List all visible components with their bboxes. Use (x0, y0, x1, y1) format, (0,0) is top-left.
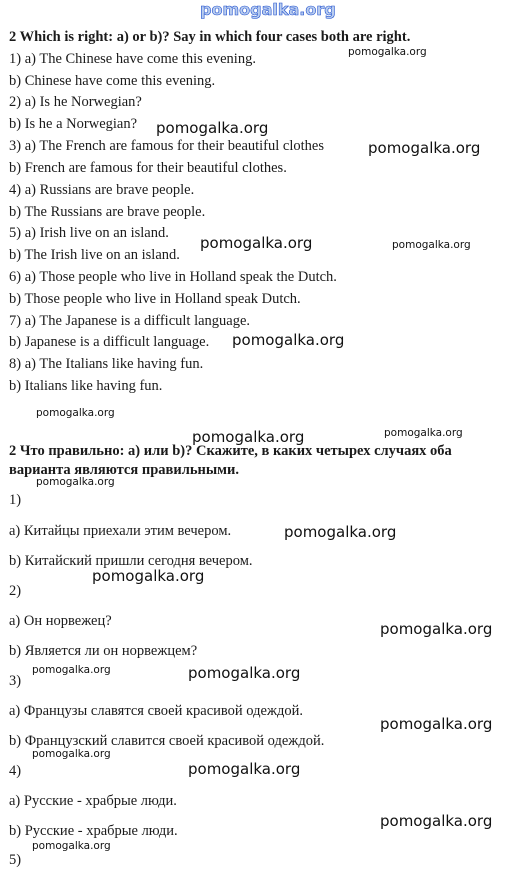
watermark-text: pomogalka.org (232, 331, 345, 349)
russian-line: b) Французский славится своей красивой одеждой. (9, 733, 325, 749)
english-line: 6) a) Those people who live in Holland speak the Dutch. (9, 269, 337, 285)
russian-line: а) Он норвежец? (9, 613, 112, 629)
russian-line: а) Французы славятся своей красивой одеждой. (9, 703, 303, 719)
english-line: b) Is he a Norwegian? (9, 116, 138, 132)
english-line: 7) a) The Japanese is a difficult language. (9, 313, 251, 329)
watermark-text: pomogalka.org (192, 428, 305, 446)
watermark-text: pomogalka.org (384, 427, 463, 439)
russian-line: 1) (9, 492, 22, 508)
watermark-text: pomogalka.org (380, 812, 493, 830)
english-line: b) The Russians are brave people. (9, 204, 206, 220)
watermark-text: pomogalka.org (156, 119, 269, 137)
russian-line: а) Китайцы приехали этим вечером. (9, 523, 232, 539)
watermark-text: pomogalka.org (32, 840, 111, 852)
russian-line: 3) (9, 673, 22, 689)
watermark-text: pomogalka.org (36, 476, 115, 488)
russian-line: b) Является ли он норвежцем? (9, 643, 198, 659)
english-line: b) Chinese have come this evening. (9, 73, 216, 89)
watermark-text: pomogalka.org (348, 46, 427, 58)
russian-line: b) Русские - храбрые люди. (9, 823, 178, 839)
russian-line: b) Китайский пришли сегодня вечером. (9, 553, 253, 569)
watermark-text: pomogalka.org (200, 234, 313, 252)
watermark-text: pomogalka.org (36, 407, 115, 419)
watermark-text: pomogalka.org (380, 715, 493, 733)
english-line: b) The Irish live on an island. (9, 247, 180, 263)
russian-line: а) Русские - храбрые люди. (9, 793, 177, 809)
russian-line: 2) (9, 583, 22, 599)
english-line: 5) a) Irish live on an island. (9, 225, 169, 241)
english-line: b) Those people who live in Holland speak Dutch. (9, 291, 301, 307)
english-line: 2) a) Is he Norwegian? (9, 94, 142, 110)
watermark-text: pomogalka.org (392, 239, 471, 251)
watermark-text: pomogalka.org (380, 620, 493, 638)
english-line: 3) a) The French are famous for their beautiful clothes (9, 138, 324, 154)
exercise-heading-russian: 2 Что правильно: а) или b)? Скажите, в каких четырех случаях оба (9, 443, 452, 459)
russian-line: 5) (9, 852, 22, 868)
exercise-heading-english: 2 Which is right: a) or b)? Say in which four cases both are right. (9, 29, 411, 45)
english-line: b) Italians like having fun. (9, 378, 163, 394)
russian-line: 4) (9, 763, 22, 779)
watermark-text: pomogalka.org (284, 523, 397, 541)
watermark-text: pomogalka.org (368, 139, 481, 157)
english-line: 4) a) Russians are brave people. (9, 182, 195, 198)
watermark-text: pomogalka.org (32, 748, 111, 760)
watermark-text: pomogalka.org (188, 664, 301, 682)
watermark-text: pomogalka.org (32, 664, 111, 676)
site-watermark-header: pomogalka.org (200, 0, 336, 19)
english-line: b) French are famous for their beautiful clothes. (9, 160, 287, 176)
english-line: 8) a) The Italians like having fun. (9, 356, 204, 372)
watermark-text: pomogalka.org (188, 760, 301, 778)
watermark-text: pomogalka.org (92, 567, 205, 585)
english-line: 1) a) The Chinese have come this evening. (9, 51, 256, 67)
english-line: b) Japanese is a difficult language. (9, 334, 210, 350)
exercise-heading-russian-cont: варианта являются правильными. (9, 462, 240, 478)
